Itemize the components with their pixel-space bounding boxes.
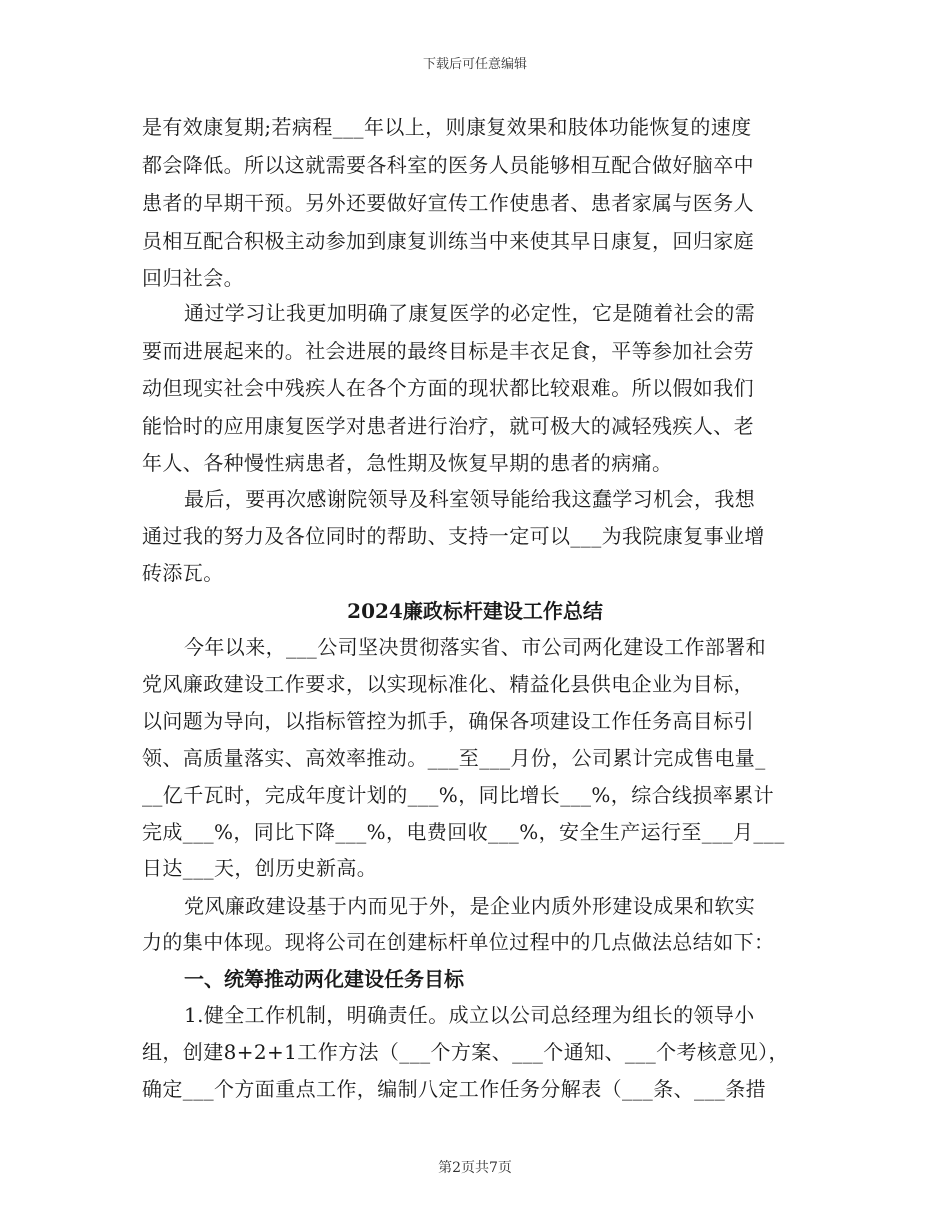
para4-line-3: 以问题为导向，以指标管控为抓手，确保各项建设工作任务高目标引: [142, 709, 754, 733]
para5-line-1: 党风廉政建设基于内而见于外，是企业内质外形建设成果和软实: [184, 894, 756, 918]
para4-line-6: 完成___%，同比下降___%，电费回收___%，安全生产运行至___月___: [142, 820, 785, 844]
para3-line-1: 最后，要再次感谢院领导及科室领导能给我这蠢学习机会，我想: [184, 487, 756, 511]
para1-line-2: 都会降低。所以这就需要各科室的医务人员能够相互配合做好脑卒中: [142, 153, 754, 177]
para6-line-1: 1.健全工作机制，明确责任。成立以公司总经理为组长的领导小: [184, 1003, 755, 1027]
para6-line-3: 确定___个方面重点工作，编制八定工作任务分解表（___条、___条措: [142, 1077, 766, 1101]
para1-line-3: 患者的早期干预。另外还要做好宣传工作使患者、患者家属与医务人: [142, 191, 754, 215]
para3-line-2: 通过我的努力及各位同时的帮助、支持一定可以___为我院康复事业增: [142, 524, 765, 548]
para4-line-2: 党风廉政建设工作要求，以实现标准化、精益化县供电企业为目标，: [142, 672, 754, 696]
page-header: 下载后可任意编辑: [422, 57, 527, 72]
page-footer: 第2页共7页: [438, 1160, 512, 1176]
para4-line-5: __亿千瓦时，完成年度计划的___%，同比增长___%，综合线损率累计: [142, 783, 775, 807]
para1-line-4: 员相互配合积极主动参加到康复训练当中来使其早日康复，回归家庭: [142, 229, 754, 253]
para3-line-3: 砖添瓦。: [142, 561, 224, 585]
para2-line-4: 能恰时的应用康复医学对患者进行治疗，就可极大的减轻残疾人、老: [142, 414, 754, 438]
para2-line-5: 年人、各种慢性病患者，急性期及恢复早期的患者的病痛。: [142, 451, 673, 475]
para4-line-1: 今年以来，___公司坚决贯彻落实省、市公司两化建设工作部署和: [184, 635, 766, 659]
para2-line-1: 通过学习让我更加明确了康复医学的必定性，它是随着社会的需: [184, 301, 756, 325]
subheading: 一、统筹推动两化建设任务目标: [184, 967, 464, 991]
para6-line-2: 组，创建8+2+1工作方法（___个方案、___个通知、___个考核意见），: [142, 1040, 789, 1064]
para1-line-5: 回归社会。: [142, 266, 244, 290]
para4-line-7: 日达___天，创历史新高。: [142, 856, 378, 880]
para4-line-4: 领、高质量落实、高效率推动。___至___月份，公司累计完成售电量_: [142, 746, 766, 770]
para2-line-3: 动但现实社会中残疾人在各个方面的现状都比较艰难。所以假如我们: [142, 376, 754, 400]
para2-line-2: 要而进展起来的。社会进展的最终目标是丰衣足食，平等参加社会劳: [142, 339, 754, 363]
para5-line-2: 力的集中体现。现将公司在创建标杆单位过程中的几点做法总结如下：: [142, 930, 775, 954]
section-title: 2024廉政标杆建设工作总结: [347, 599, 603, 623]
para1-line-1: 是有效康复期;若病程___年以上，则康复效果和肢体功能恢复的速度: [142, 115, 752, 139]
